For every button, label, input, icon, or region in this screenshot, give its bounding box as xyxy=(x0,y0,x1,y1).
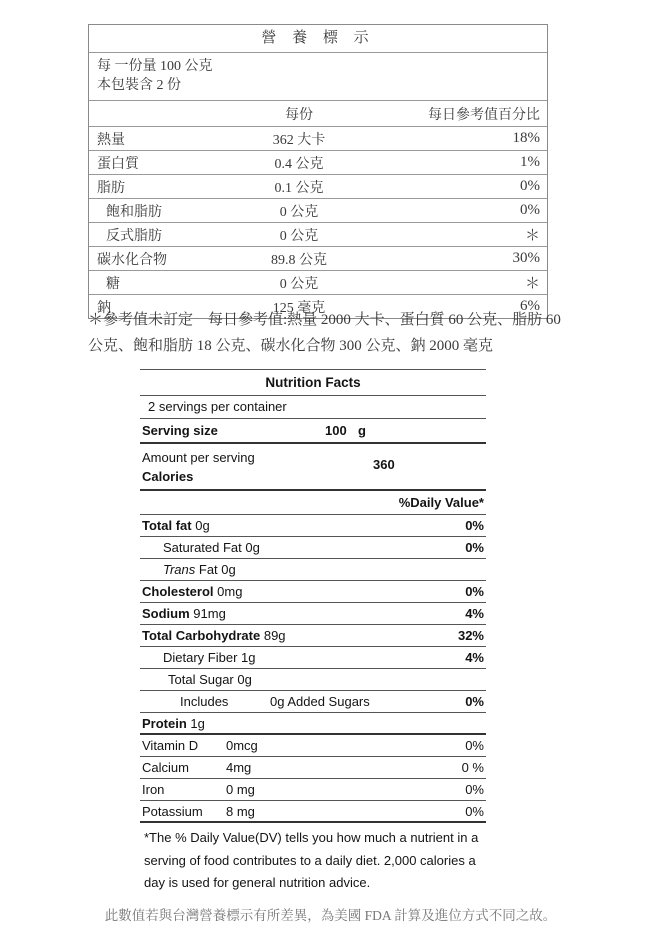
us-calories-label: Calories xyxy=(142,469,194,484)
us-mineral-name: Iron xyxy=(142,782,165,797)
us-row-total-carbohydrate xyxy=(140,625,486,647)
cn-daily-value: 18% xyxy=(512,130,540,146)
us-daily-value-header: %Daily Value* xyxy=(140,491,486,515)
us-nutrient-bold: Protein xyxy=(142,715,187,731)
us-nutrient-bold: Total Carbohydrate xyxy=(142,628,261,643)
us-nutrient-italic: Trans xyxy=(163,562,196,577)
us-nutrient-amount: Fat 0g xyxy=(198,562,236,577)
us-mineral-name: Potassium xyxy=(142,803,203,819)
cn-amount: 125 毫克 xyxy=(272,300,326,316)
cn-daily-value: 30% xyxy=(512,250,540,266)
us-daily-value: 0% xyxy=(465,540,484,555)
us-added-sugars-amount: 0g Added Sugars xyxy=(270,694,370,709)
us-footnote: *The % Daily Value(DV) tells you how much a nutrient in a serving of food contributes to a daily diet. 2,000 calories a day is used for general nutrition advice. xyxy=(144,830,479,890)
cn-nutrient-name: 脂肪 xyxy=(97,180,125,196)
cn-row-carbohydrate xyxy=(89,247,547,271)
cn-row-fat xyxy=(89,175,547,199)
us-row-trans-fat xyxy=(140,559,486,581)
us-mineral xyxy=(142,782,465,797)
us-nutrient-bold: Cholesterol xyxy=(142,584,214,599)
us-nutrient-amount: 1g xyxy=(190,715,205,731)
us-serving-size-value: 100 xyxy=(325,423,347,438)
us-row-potassium xyxy=(140,801,486,823)
cn-daily-value: 6% xyxy=(520,298,540,314)
cn-nutrition-label xyxy=(88,24,548,319)
us-nutrient-amount: 0g xyxy=(195,518,210,533)
us-mineral-name: Calcium xyxy=(142,760,189,775)
cn-amount: 0.4 公克 xyxy=(274,156,324,172)
us-nutrient xyxy=(142,562,484,577)
us-nutrient-amount: 89g xyxy=(263,628,286,643)
cn-row-sugar xyxy=(89,271,547,295)
cn-row-saturated-fat xyxy=(89,199,547,223)
us-mineral xyxy=(142,738,465,753)
cn-header-per-serving: 每份 xyxy=(285,107,313,123)
us-serving-size-unit: g xyxy=(358,423,366,438)
us-serving-size-row xyxy=(140,419,486,444)
cn-nutrient-name: 碳水化合物 xyxy=(97,252,167,268)
cn-servings-per-package: 本包裝含 2 份 xyxy=(97,78,181,93)
us-nutrient-amount: 91mg xyxy=(193,606,226,621)
cn-header-daily-value: 每日參考值百分比 xyxy=(428,107,540,123)
us-nutrient xyxy=(142,606,465,621)
us-title: Nutrition Facts xyxy=(140,370,486,396)
us-daily-value: 0% xyxy=(465,518,484,533)
us-daily-value: 0 % xyxy=(461,760,484,775)
cn-nutrient-name: 糖 xyxy=(106,276,120,292)
cn-daily-value: 1% xyxy=(520,154,540,170)
us-nutrient xyxy=(142,650,465,665)
us-row-iron xyxy=(140,779,486,801)
cn-nutrient-name: 鈉 xyxy=(97,300,111,316)
cn-nutrient-name: 熱量 xyxy=(97,132,125,148)
us-nutrient xyxy=(142,694,465,709)
us-row-added-sugars xyxy=(140,691,486,713)
cn-nutrition-table xyxy=(88,24,548,319)
us-row-protein xyxy=(140,713,486,735)
cn-amount: 0 公克 xyxy=(279,204,319,220)
cn-nutrient-name: 反式脂肪 xyxy=(106,228,162,244)
us-calories-block xyxy=(140,444,486,491)
cn-daily-value: 0% xyxy=(520,178,540,194)
cn-amount: 362 大卡 xyxy=(272,132,326,148)
cn-row-trans-fat xyxy=(89,223,547,247)
us-mineral-amount: 4mg xyxy=(226,760,252,775)
us-mineral-amount: 0mcg xyxy=(226,738,258,753)
us-nutrient xyxy=(142,540,465,555)
us-nutrient-amount: Saturated Fat 0g xyxy=(163,540,260,555)
cn-table-title: 營 養 標 示 xyxy=(89,25,547,53)
cn-daily-value: 0% xyxy=(520,202,540,218)
us-nutrient xyxy=(142,584,465,599)
us-mineral-amount: 8 mg xyxy=(226,803,255,819)
cn-nutrient-name: 蛋白質 xyxy=(97,156,139,172)
us-row-saturated-fat xyxy=(140,537,486,559)
cn-row-calories xyxy=(89,127,547,151)
us-mineral xyxy=(142,760,462,775)
cn-amount: 0 公克 xyxy=(279,276,319,292)
cn-footnote: ＊參考值未訂定 每日參考值:熱量 2000 大卡、蛋白質 60 公克、脂肪 60 公克、飽和脂肪 18 公克、碳水化合物 300 公克、鈉 2000 毫克 xyxy=(88,312,561,354)
us-row-vitamin-d xyxy=(140,735,486,757)
us-daily-value: 0% xyxy=(465,782,484,797)
cn-amount: 0.1 公克 xyxy=(274,180,324,196)
us-serving-size-label: Serving size xyxy=(142,423,218,438)
cn-header-row xyxy=(89,101,547,127)
us-nutrient-amount: Dietary Fiber 1g xyxy=(163,650,256,665)
us-daily-value: 0% xyxy=(465,803,484,819)
cn-amount: 89.8 公克 xyxy=(271,252,327,268)
bottom-note: 此數值若與台灣營養標示有所差異，為美國 FDA 計算及進位方式不同之故。 xyxy=(104,908,557,923)
us-row-total-fat xyxy=(140,515,486,537)
us-nutrient xyxy=(142,672,484,687)
cn-amount: 0 公克 xyxy=(279,228,319,244)
cn-daily-value: ＊ xyxy=(524,276,540,292)
us-row-dietary-fiber xyxy=(140,647,486,669)
us-daily-value: 4% xyxy=(465,650,484,665)
us-servings-per-container: 2 servings per container xyxy=(140,396,486,419)
cn-daily-value: ＊ xyxy=(524,228,540,244)
us-nutrient xyxy=(142,518,465,533)
us-nutrient xyxy=(142,628,458,643)
cn-serving-size: 每 一份量 100 公克 xyxy=(97,59,213,74)
us-daily-value: 0% xyxy=(465,694,484,709)
cn-serving-info xyxy=(89,53,547,101)
us-daily-value: 0% xyxy=(465,738,484,753)
cn-nutrient-name: 飽和脂肪 xyxy=(106,204,162,220)
us-mineral-amount: 0 mg xyxy=(226,782,255,797)
cn-row-protein xyxy=(89,151,547,175)
us-daily-value: 32% xyxy=(457,628,484,643)
us-nutrition-facts xyxy=(140,369,486,897)
us-row-total-sugar xyxy=(140,669,486,691)
us-nutrient-bold: Sodium xyxy=(142,606,190,621)
us-mineral-name: Vitamin D xyxy=(142,738,199,753)
us-nutrient-amount: 0mg xyxy=(217,584,243,599)
us-includes-label: Includes xyxy=(180,694,229,709)
us-calories-value: 360 xyxy=(373,457,395,472)
us-nutrient xyxy=(142,716,484,731)
us-daily-value: 4% xyxy=(465,606,484,621)
us-nutrient-bold: Total fat xyxy=(142,518,192,533)
us-row-sodium xyxy=(140,603,486,625)
us-row-calcium xyxy=(140,757,486,779)
us-amount-per-serving: Amount per serving xyxy=(142,450,255,465)
us-daily-value: 0% xyxy=(465,584,484,599)
us-nutrient-amount: Total Sugar 0g xyxy=(168,672,252,687)
us-row-cholesterol xyxy=(140,581,486,603)
us-mineral xyxy=(142,804,465,819)
